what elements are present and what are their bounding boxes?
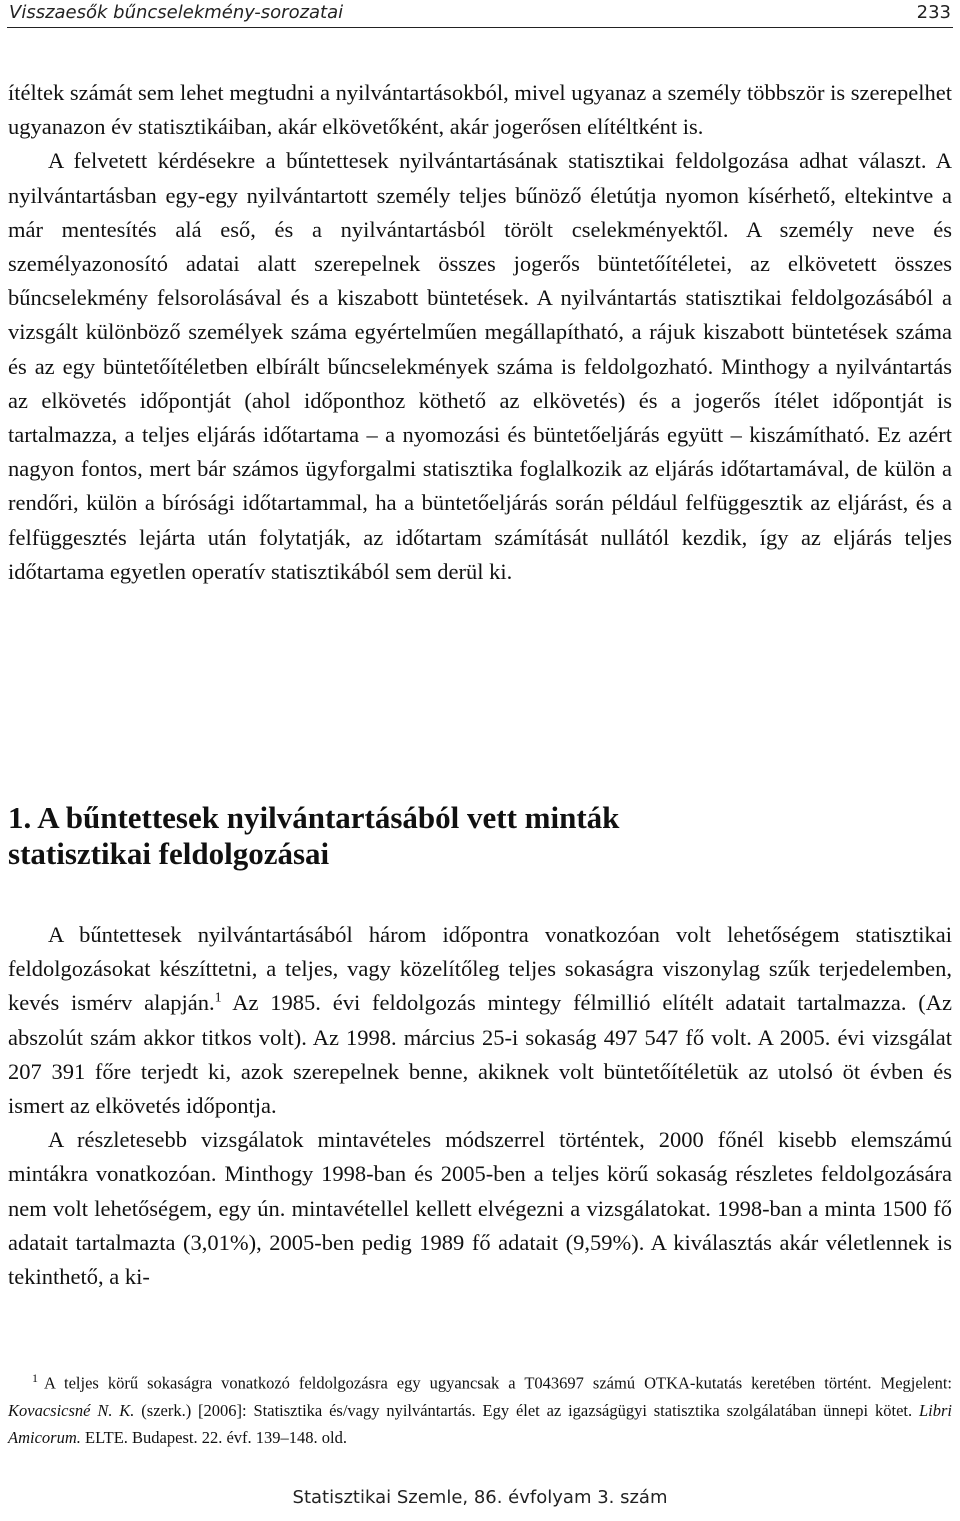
footnote-text-c: ELTE. Budapest. 22. évf. 139–148. old. xyxy=(80,1427,347,1447)
footnote-text-b: (szerk.) [2006]: Statisztika és/vagy nyilvántartás. Egy élet az igazságügyi statisztika szolgálatában ünnepi kötet. xyxy=(134,1400,919,1420)
section-paragraph-2: A részletesebb vizsgálatok mintavételes módszerrel történtek, 2000 főnél kisebb elemszámú mintákra vonatkozóan. Minthogy 1998-ban és 2005-ben a teljes körű sokaság részletes feldolgozására nem volt lehetőségem, egy ún. mintavétellel kellett elvégezni a vizsgálatokat. 1998-ban a minta 1500 fő adatait tartalmazta (3,01%), 2005-ben pedig 1989 fő adatait (9,59%). A kiválasztás akár véletlennek is tekinthető, a ki- xyxy=(8,1127,952,1290)
intro-paragraph-2: A felvetett kérdésekre a bűntettesek nyilvántartásának statisztikai feldolgozása adhat választ. A nyilvántartásban egy-egy nyilvántartott személy teljes bűnöző életútja nyomon kísérhető, eltekintve a már mentesítés alá eső, és a nyilvántartásból törölt cselekményektől. A személy neve és személyazonosító adatai alatt szerepelnek összes jogerős büntetőítéletei, az elkövetett összes bűncselekmény felsorolásával és a kiszabott büntetések. A nyilvántartás statisztikai feldolgozásából a vizsgált különböző személyek száma egyértelműen megállapítható, a rájuk kiszabott büntetések száma és az egy büntetőítéletben elbírált bűncselekmények száma is feldolgozható. Minthogy a nyilvántartás az elkövetés időpontját (ahol időponthoz köthető az elkövetés) és a jogerős ítélet időpontját is tartalmazza, a teljes eljárás időtartama – a nyomozási és büntetőeljárás együtt – kiszámítható. Ez azért nagyon fontos, mert bár számos ügyforgalmi statisztika foglalkozik az eljárás időtartamával, de külön a rendőri, külön a bírósági időtartammal, ha a büntetőeljárás során például felfüggesztik az eljárást, és a felfüggesztés lejárta után folytatják, az időtartam számítását nullától kezdik, így az eljárás teljes időtartama egyetlen operatív statisztikából sem derül ki. xyxy=(8,148,952,584)
footnote-reference: 1 xyxy=(214,990,222,1006)
footnotes xyxy=(8,1365,952,1451)
header-rule xyxy=(7,27,953,28)
section-paragraph-1 xyxy=(8,918,952,1123)
page-footer: Statisztikai Szemle, 86. évfolyam 3. szám xyxy=(292,1487,668,1508)
running-header xyxy=(9,0,951,24)
section-p1-text-b: Az 1985. évi feldolgozás mintegy félmillió elítélt adatait tartalmazza. (Az abszolút szám akkor titkos volt). Az 1998. március 25-i sokaság 497 547 fő volt. A 2005. évi vizsgálat 207 391 főre terjedt ki, azok szerepelnek benne, akiknek volt büntetőítéletük az utolsó öt évben és ismert az elkövetés időpontja. xyxy=(8,990,952,1119)
section-text xyxy=(8,918,952,1294)
footnote-text-a: A teljes körű sokaságra vonatkozó feldolgozásra egy ugyancsak a T043697 számú OTKA-kutatás keretében történt. Megjelent: xyxy=(44,1373,952,1393)
section-title-line2: statisztikai feldolgozásai xyxy=(8,836,330,871)
section-number: 1. xyxy=(8,800,32,835)
section-p1-text-a: A bűntettesek nyilvántartásából három időpontra vonatkozóan volt lehetőségem statisztikai feldolgozásokat készíttetni, a teljes, vagy közelítőleg teljes sokaságra viszonylag szűk terjedelemben, kevés ismérv alapján. xyxy=(8,922,952,1016)
section-heading xyxy=(8,800,952,872)
intro-paragraph-1: ítéltek számát sem lehet megtudni a nyilvántartásokból, mivel ugyanaz a személy többször is szerepelhet ugyanazon év statisztikáiban, akár elkövetőként, akár jogerősen elítéltként is. xyxy=(8,80,952,140)
footnote-series: Libri Amicorum. xyxy=(8,1400,952,1447)
footnote-1 xyxy=(8,1365,952,1451)
section-title-line1: A bűntettesek nyilvántartásából vett minták xyxy=(37,800,620,835)
running-title: Visszaesők bűncselekmény-sorozatai xyxy=(9,1,344,23)
footnote-editor: Kovacsicsné N. K. xyxy=(8,1400,135,1420)
page-number: 233 xyxy=(916,1,951,23)
footnote-mark: 1 xyxy=(32,1371,38,1385)
intro-text xyxy=(8,76,952,589)
